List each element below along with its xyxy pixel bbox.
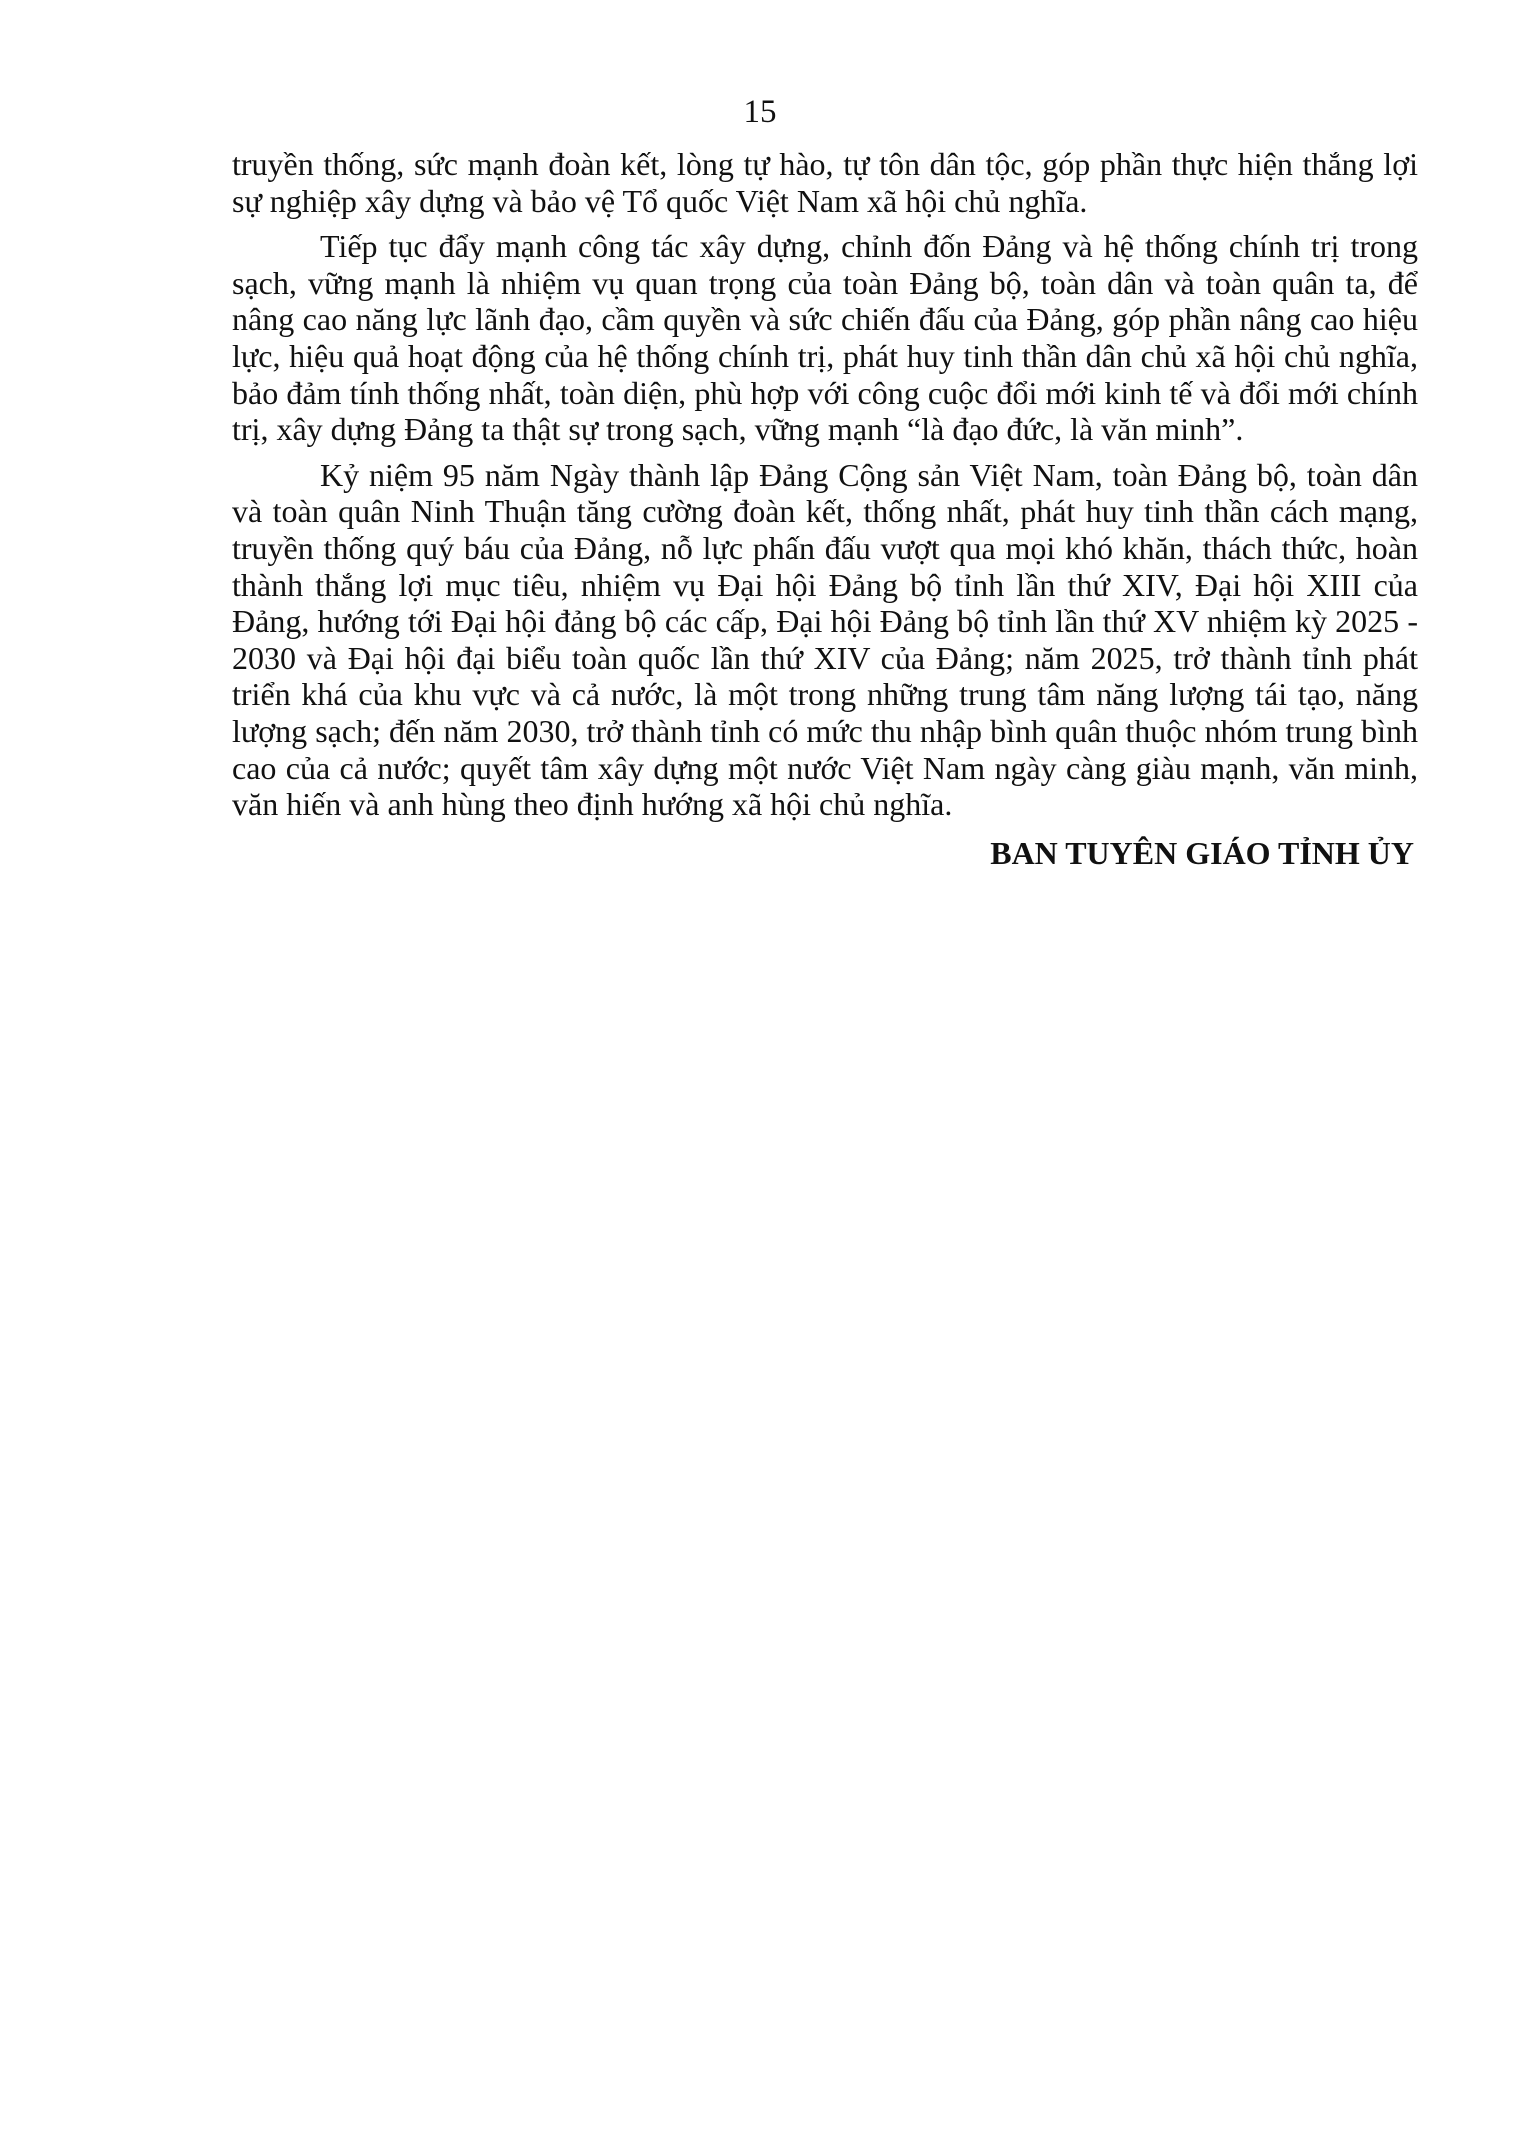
paragraph-anniversary: Kỷ niệm 95 năm Ngày thành lập Đảng Cộng sản Việt Nam, toàn Đảng bộ, toàn dân và toàn quân Ninh Thuận tăng cường đoàn kết, thống nhất, phát huy tinh thần cách mạng, truyền thống quý báu của Đảng, nỗ lực phấn đấu vượt qua mọi khó khăn, thách thức, hoàn thành thắng lợi mục tiêu, nhiệm vụ Đại hội Đảng bộ tỉnh lần thứ XIV, Đại hội XIII của Đảng, hướng tới Đại hội đảng bộ các cấp, Đại hội Đảng bộ tỉnh lần thứ XV nhiệm kỳ 2025 - 2030 và Đại hội đại biểu toàn quốc lần thứ XIV của Đảng; năm 2025, trở thành tỉnh phát triển khá của khu vực và cả nước, là một trong những trung tâm năng lượng tái tạo, năng lượng sạch; đến năm 2030, trở thành tỉnh có mức thu nhập bình quân thuộc nhóm trung bình cao của cả nước; quyết tâm xây dựng một nước Việt Nam ngày càng giàu mạnh, văn minh, văn hiến và anh hùng theo định hướng xã hội chủ nghĩa. xyxy=(232,456,1418,823)
paragraph-party-building: Tiếp tục đẩy mạnh công tác xây dựng, chỉnh đốn Đảng và hệ thống chính trị trong sạch, vững mạnh là nhiệm vụ quan trọng của toàn Đảng bộ, toàn dân và toàn quân ta, để nâng cao năng lực lãnh đạo, cầm quyền và sức chiến đấu của Đảng, góp phần nâng cao hiệu lực, hiệu quả hoạt động của hệ thống chính trị, phát huy tinh thần dân chủ xã hội chủ nghĩa, bảo đảm tính thống nhất, toàn diện, phù hợp với công cuộc đổi mới kinh tế và đổi mới chính trị, xây dựng Đảng ta thật sự trong sạch, vững mạnh “là đạo đức, là văn minh”. xyxy=(232,228,1418,448)
paragraph-continuation: truyền thống, sức mạnh đoàn kết, lòng tự hào, tự tôn dân tộc, góp phần thực hiện thắng lợi sự nghiệp xây dựng và bảo vệ Tổ quốc Việt Nam xã hội chủ nghĩa. xyxy=(232,146,1418,219)
document-body xyxy=(232,146,1418,873)
signature-organization: BAN TUYÊN GIÁO TỈNH ỦY xyxy=(990,834,1414,871)
page-number: 15 xyxy=(743,94,777,130)
